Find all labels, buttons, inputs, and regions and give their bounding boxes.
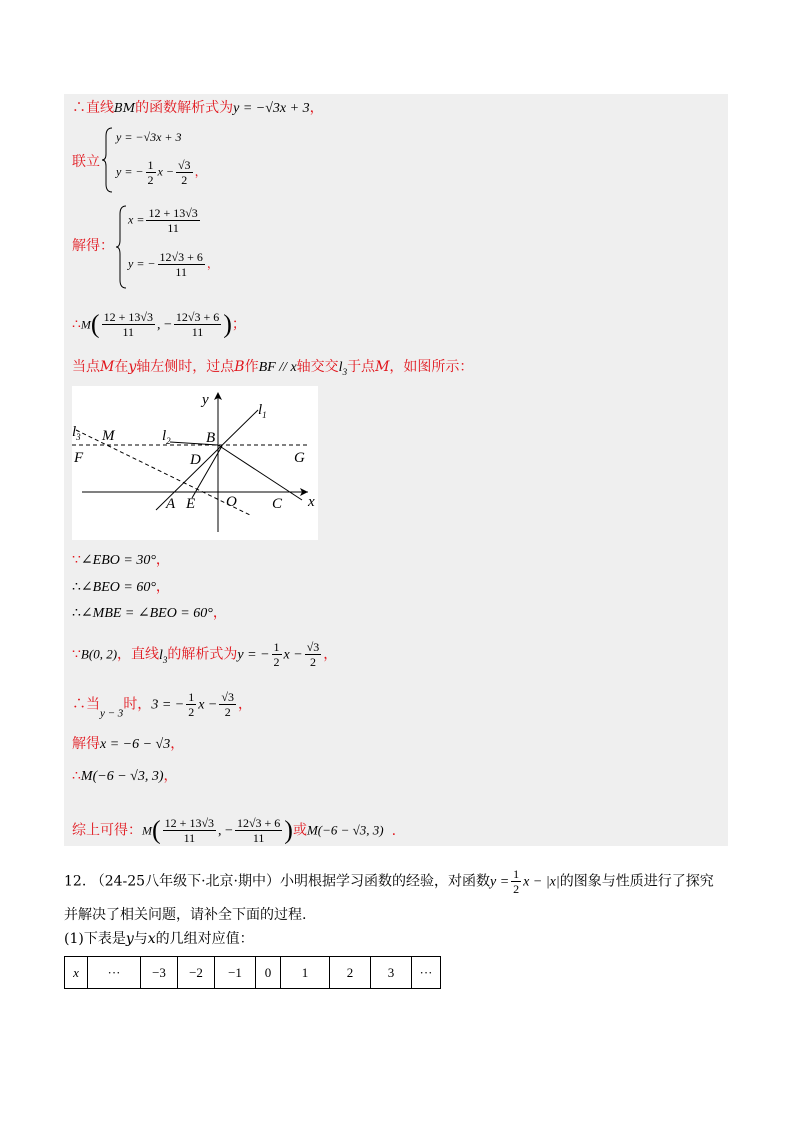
table-cell: −1	[215, 957, 256, 989]
text: ∴当	[72, 696, 100, 713]
denominator: 11	[183, 831, 196, 845]
fraction	[511, 867, 521, 896]
numerator: 12√3 + 6	[175, 310, 220, 324]
denominator: 11	[252, 831, 265, 845]
fraction	[176, 158, 193, 187]
numerator: √3	[306, 640, 320, 654]
text: y = −	[116, 164, 144, 179]
numerator: 1	[147, 158, 154, 172]
subscript: 3	[162, 654, 168, 665]
fraction	[219, 690, 236, 719]
denominator: 2	[181, 173, 188, 187]
denominator: 11	[175, 265, 187, 279]
solution-line-12	[72, 766, 178, 787]
solution-line-1	[72, 98, 324, 119]
numerator: √3	[221, 690, 234, 704]
problem-number: 12.	[64, 873, 87, 890]
solution-line-3	[72, 236, 114, 256]
text: (1)下表是	[64, 931, 126, 947]
label-o: O	[226, 494, 237, 510]
text: ，	[237, 696, 252, 713]
text: .	[391, 822, 397, 839]
text: y =	[489, 874, 510, 890]
text: ，	[194, 164, 207, 179]
solution-line-4: ∴M( $\frac{12 + 13√3}{11}$ , − $\frac{12√3 + 6}{11}$ )；	[72, 309, 246, 339]
numerator: 12√3 + 6	[236, 816, 281, 830]
text: , −	[156, 317, 172, 333]
denominator: 11	[191, 325, 204, 339]
text: x −	[283, 647, 303, 663]
line-name: l	[338, 360, 343, 375]
text: 作	[244, 359, 259, 375]
denominator: 2	[310, 655, 316, 669]
table-cell: 1	[281, 957, 330, 989]
label-y: y	[202, 392, 209, 408]
text: 时，	[123, 696, 152, 713]
denominator: 11	[167, 221, 179, 235]
text: 或	[292, 822, 307, 839]
label-l1: $l_1$	[258, 402, 267, 420]
text: ∴直线	[72, 100, 114, 116]
equation: M(−6 − √3, 3)	[80, 769, 164, 784]
text: x =	[128, 212, 145, 227]
fraction	[102, 310, 155, 339]
problem-source: （24-25八年级下·北京·期中）	[90, 873, 280, 890]
text: ，	[309, 100, 324, 116]
numerator: 12 + 13√3	[103, 310, 153, 324]
fraction	[146, 206, 199, 235]
numerator: √3	[177, 158, 191, 172]
label-x: x	[308, 494, 315, 510]
equation: ∠MBE = ∠BEO = 60°	[80, 606, 213, 621]
solution-line-2	[72, 152, 100, 172]
denominator: 2	[188, 705, 195, 719]
text: 于点	[347, 359, 376, 375]
solution-line-13: 综上可得：M( $\frac{12 + 13√3}{11}$ , − $\frac{12√3 + 6}{11}$ )或M(−6 − √3, 3) .	[72, 815, 397, 845]
solution-line-9	[72, 640, 337, 669]
geometry-figure	[72, 386, 318, 540]
label-f: F	[74, 450, 84, 466]
text: 的函数解析式为	[135, 100, 234, 116]
text: 的几组对应值：	[155, 931, 254, 947]
problem-12-stem-2: 并解决了相关问题，请补全下面的过程.	[64, 907, 307, 923]
table-cell: 0	[256, 957, 281, 989]
label-c: C	[272, 496, 283, 512]
text: ∵	[72, 552, 81, 568]
label-a: A	[166, 496, 176, 512]
text: ∴	[72, 579, 81, 595]
fraction	[272, 640, 282, 669]
text: ，	[170, 736, 185, 752]
label-g: G	[294, 450, 305, 466]
label-m: M	[102, 428, 115, 444]
label-b: B	[206, 430, 216, 446]
text: y = −	[128, 256, 156, 271]
text: 轴左侧时，过点	[136, 359, 235, 375]
numerator: 12√3 + 6	[159, 250, 203, 264]
table-cell: ···	[412, 957, 441, 989]
table-cell: 3	[371, 957, 412, 989]
text: ，如图所示：	[389, 359, 474, 375]
text: x −	[198, 697, 218, 713]
var-x: x	[147, 931, 156, 947]
equation: y = −√3x + 3	[233, 101, 310, 116]
text: 小明根据学习函数的经验，对函数	[279, 873, 490, 890]
text: 轴交交	[296, 359, 339, 375]
point-name: M	[80, 317, 91, 332]
label: 解得：	[72, 238, 114, 254]
point-name: M	[142, 823, 152, 838]
text: ，	[206, 256, 219, 271]
line-name: l	[159, 647, 163, 663]
text: x − |x|	[523, 874, 560, 890]
system-eq-1: y = −√3x + 3	[116, 130, 182, 144]
equation: ∠BEO = 60°	[80, 580, 156, 595]
numerator: 12 + 13√3	[148, 206, 198, 220]
point-coords: M(−6 − √3, 3)	[306, 822, 384, 838]
text: ，直线	[117, 646, 160, 663]
point-name: M	[375, 359, 390, 375]
figure-svg	[72, 386, 318, 540]
text: 的解析式为	[167, 646, 238, 663]
solution-line-7	[72, 577, 170, 598]
label-l2: $l_2$	[162, 428, 171, 446]
text: 解得	[72, 736, 100, 752]
text: , −	[218, 823, 233, 839]
text: ∵	[72, 646, 81, 663]
text: 综上可得：	[72, 822, 142, 839]
table-cell: −2	[178, 957, 215, 989]
label-d: D	[190, 452, 201, 468]
solution-line-11	[72, 734, 184, 755]
parallel-expr: BF // x	[258, 360, 297, 375]
text: ，	[323, 646, 338, 663]
text: ，	[155, 579, 170, 595]
denominator: 2	[513, 882, 520, 896]
text: 的图象与性质进行了探究	[559, 873, 714, 890]
value-table	[64, 956, 441, 989]
text: ∴	[72, 768, 81, 784]
numerator: 1	[273, 640, 280, 654]
system-eq-2	[116, 158, 207, 187]
left-brace-icon	[116, 204, 128, 290]
subscript: 3	[342, 366, 348, 377]
text: 与	[133, 931, 148, 947]
fraction	[158, 250, 205, 279]
text: ，	[163, 768, 178, 784]
condition: y − 3	[100, 707, 124, 720]
denominator: 2	[224, 705, 231, 719]
label-l3: $l_3$	[72, 424, 81, 442]
text: ；	[231, 316, 246, 333]
solution-line-10	[72, 690, 252, 724]
table-cell: 2	[330, 957, 371, 989]
point-coords: B(0, 2)	[80, 646, 118, 662]
line-name: BM	[114, 101, 136, 115]
fraction	[305, 640, 322, 669]
problem-12-stem	[64, 867, 714, 896]
solution-y	[128, 250, 219, 279]
numerator: 1	[513, 867, 520, 881]
text: 在	[114, 359, 129, 375]
text: y = −	[237, 647, 270, 663]
numerator: 12 + 13√3	[164, 816, 215, 830]
fraction	[186, 690, 196, 719]
problem-12-part-1	[64, 929, 254, 949]
table-cell: −3	[141, 957, 178, 989]
text: x −	[157, 164, 174, 179]
fraction	[235, 816, 282, 845]
point-name: M	[100, 359, 115, 375]
equation: ∠EBO = 30°	[80, 553, 156, 568]
text: ，	[155, 552, 170, 568]
denominator: 11	[122, 325, 135, 339]
label: 联立	[72, 154, 100, 170]
fraction	[163, 816, 216, 845]
axis-name: y	[128, 359, 137, 375]
label-e: E	[186, 496, 196, 512]
text: 3 = −	[151, 697, 185, 713]
denominator: 2	[273, 655, 280, 669]
left-brace-icon	[102, 126, 114, 194]
solution-x	[128, 206, 202, 235]
var-y: y	[125, 931, 134, 947]
equation: x = −6 − √3	[100, 737, 171, 752]
numerator: 1	[188, 690, 195, 704]
solution-line-8	[72, 603, 227, 624]
table-row	[65, 957, 441, 989]
table-cell: ···	[88, 957, 141, 989]
fraction	[174, 310, 221, 339]
text: ，	[212, 605, 227, 621]
fraction	[146, 158, 156, 187]
solution-line-5	[72, 357, 473, 382]
line-l1	[156, 410, 258, 510]
table-cell: x	[65, 957, 88, 989]
solution-line-6	[72, 550, 170, 571]
denominator: 2	[147, 173, 154, 187]
text: ∴	[72, 605, 81, 621]
text: ∴	[72, 316, 81, 333]
point-name: B	[234, 359, 245, 375]
text: 当点	[72, 359, 100, 375]
